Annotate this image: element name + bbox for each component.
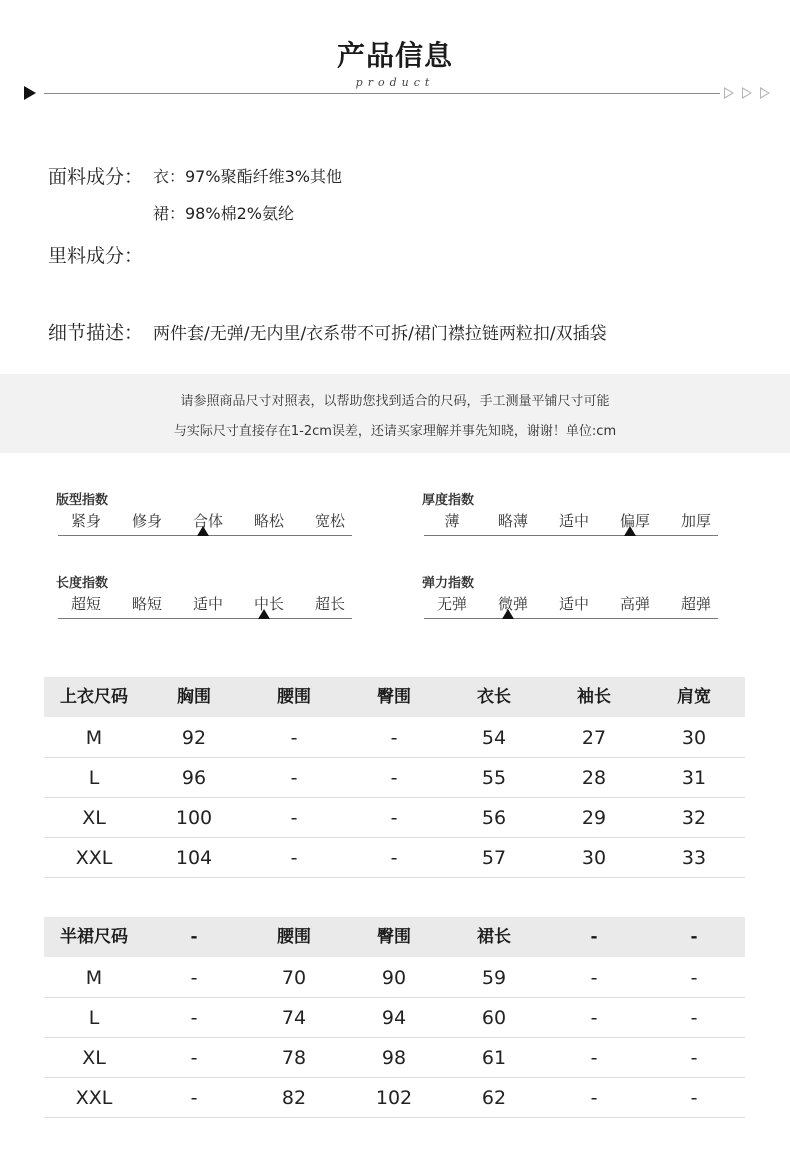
table-cell: -: [190, 1007, 198, 1029]
table-cell: 74: [281, 1007, 307, 1029]
index-scale-line: [424, 535, 718, 536]
index-title: 厚度指数: [422, 493, 475, 508]
index-title: 长度指数: [56, 576, 109, 591]
index-option: 合体: [192, 512, 223, 530]
table-cell: 61: [481, 1047, 507, 1069]
header-cell: 半裙尺码: [60, 927, 128, 947]
table-cell: -: [290, 807, 298, 829]
header-cell: 胸围: [177, 687, 211, 707]
header-cell: 臀围: [377, 687, 411, 707]
top-size-row: [44, 838, 745, 878]
header-divider: [44, 93, 720, 94]
thickness-index: [422, 489, 718, 555]
index-option: 无弹: [436, 595, 467, 613]
table-cell: -: [590, 1087, 598, 1109]
table-cell: -: [390, 807, 398, 829]
table-cell: 82: [281, 1087, 307, 1109]
selected-triangle-icon: [502, 609, 514, 619]
index-option: 偏厚: [619, 512, 650, 530]
table-cell: 29: [581, 807, 607, 829]
table-cell: L: [88, 1007, 100, 1029]
index-option: 中长: [253, 595, 284, 613]
top-size-row: [44, 718, 745, 758]
notice-line-2: 与实际尺寸直接存在1-2cm误差，还请买家理解并事先知晓，谢谢！单位:cm: [173, 424, 617, 439]
table-cell: -: [590, 1047, 598, 1069]
table-cell: 57: [481, 847, 507, 869]
index-option: 略短: [131, 595, 162, 613]
index-option: 加厚: [680, 512, 711, 530]
table-cell: 56: [481, 807, 507, 829]
index-option: 微弹: [497, 595, 528, 613]
table-cell: -: [690, 1087, 698, 1109]
table-header: [44, 677, 745, 717]
table-cell: 30: [581, 847, 607, 869]
table-cell: XL: [82, 807, 106, 829]
fabric-label: 面料成分：: [48, 166, 144, 188]
header-cell: 上衣尺码: [60, 687, 128, 707]
index-scale-line: [424, 618, 718, 619]
table-cell: L: [88, 767, 100, 789]
header-cell: 衣长: [477, 687, 511, 707]
table-cell: -: [290, 727, 298, 749]
fit-index: [56, 489, 352, 555]
index-option: 超短: [70, 595, 101, 613]
table-cell: -: [190, 967, 198, 989]
index-option: 修身: [131, 512, 162, 530]
table-cell: -: [590, 967, 598, 989]
table-cell: XXL: [75, 847, 113, 869]
table-cell: 70: [281, 967, 307, 989]
detail-label: 细节描述：: [48, 322, 144, 344]
index-option: 高弹: [619, 595, 650, 613]
section-title: 产品信息: [336, 39, 453, 72]
table-cell: 98: [381, 1047, 407, 1069]
table-cell: -: [390, 847, 398, 869]
header-cell: 臀围: [377, 927, 411, 947]
table-cell: 28: [581, 767, 607, 789]
index-title: 弹力指数: [422, 576, 475, 591]
table-cell: 30: [681, 727, 707, 749]
top-size-row: [44, 798, 745, 838]
table-cell: 94: [381, 1007, 407, 1029]
lining-label: 里料成分：: [48, 245, 144, 267]
header-cell: -: [690, 927, 698, 947]
table-cell: -: [390, 767, 398, 789]
selected-triangle-icon: [197, 526, 209, 536]
table-cell: 90: [381, 967, 407, 989]
table-cell: -: [690, 1007, 698, 1029]
index-option: 超弹: [680, 595, 711, 613]
table-cell: -: [590, 1007, 598, 1029]
table-cell: 100: [175, 807, 213, 829]
index-option: 宽松: [314, 512, 345, 530]
size-notice: [0, 374, 790, 453]
index-option: 适中: [558, 595, 589, 613]
section-subtitle: product: [355, 76, 435, 89]
index-option: 适中: [558, 512, 589, 530]
table-cell: 33: [681, 847, 707, 869]
table-cell: -: [690, 1047, 698, 1069]
table-cell: 92: [181, 727, 207, 749]
index-title: 版型指数: [56, 493, 109, 508]
skirt-size-row: [44, 958, 745, 998]
table-cell: -: [190, 1087, 198, 1109]
table-cell: -: [690, 967, 698, 989]
header-cell: -: [190, 927, 198, 947]
top-size-table: [44, 677, 745, 878]
table-cell: 31: [681, 767, 707, 789]
skirt-size-row: [44, 998, 745, 1038]
top-size-row: [44, 758, 745, 798]
triangle-outline-icon: [724, 87, 734, 99]
fabric-skirt-value: 裙：98%棉2%氨纶: [153, 204, 294, 223]
length-index: [56, 572, 352, 638]
table-cell: 96: [181, 767, 207, 789]
notice-line-1: 请参照商品尺寸对照表，以帮助您找到适合的尺码，手工测量平铺尺寸可能: [180, 394, 610, 409]
index-option: 薄: [444, 512, 460, 530]
index-option: 略薄: [497, 512, 528, 530]
header-cell: 腰围: [277, 687, 311, 707]
index-option: 超长: [314, 595, 345, 613]
table-cell: M: [85, 727, 103, 749]
table-cell: 62: [481, 1087, 507, 1109]
table-cell: -: [390, 727, 398, 749]
table-cell: 78: [281, 1047, 307, 1069]
skirt-size-table: [44, 917, 745, 1118]
header-cell: 肩宽: [677, 687, 711, 707]
table-cell: -: [290, 847, 298, 869]
stretch-index: [422, 572, 718, 638]
table-cell: XXL: [75, 1087, 113, 1109]
fabric-top-value: 衣：97%聚酯纤维3%其他: [153, 167, 342, 186]
selected-triangle-icon: [624, 526, 636, 536]
table-cell: 60: [481, 1007, 507, 1029]
table-cell: -: [190, 1047, 198, 1069]
index-option: 紧身: [70, 512, 101, 530]
header-cell: -: [590, 927, 598, 947]
table-cell: 54: [481, 727, 507, 749]
detail-value: 两件套/无弹/无内里/衣系带不可拆/裙门襟拉链两粒扣/双插袋: [153, 324, 607, 344]
play-arrow-icon: [24, 86, 36, 100]
table-header: [44, 917, 745, 957]
header-cell: 裙长: [477, 927, 511, 947]
table-cell: -: [290, 767, 298, 789]
triangle-outline-icon: [742, 87, 752, 99]
index-scale-line: [58, 618, 352, 619]
table-cell: M: [85, 967, 103, 989]
triangle-outline-icon: [760, 87, 770, 99]
skirt-size-row: [44, 1078, 745, 1118]
table-cell: 59: [481, 967, 507, 989]
table-cell: XL: [82, 1047, 106, 1069]
table-cell: 102: [375, 1087, 413, 1109]
table-cell: 27: [581, 727, 607, 749]
skirt-size-row: [44, 1038, 745, 1078]
index-option: 略松: [253, 512, 284, 530]
header-cell: 腰围: [277, 927, 311, 947]
table-cell: 104: [175, 847, 213, 869]
selected-triangle-icon: [258, 609, 270, 619]
table-cell: 32: [681, 807, 707, 829]
header-cell: 袖长: [577, 687, 611, 707]
index-option: 适中: [192, 595, 223, 613]
table-cell: 55: [481, 767, 507, 789]
